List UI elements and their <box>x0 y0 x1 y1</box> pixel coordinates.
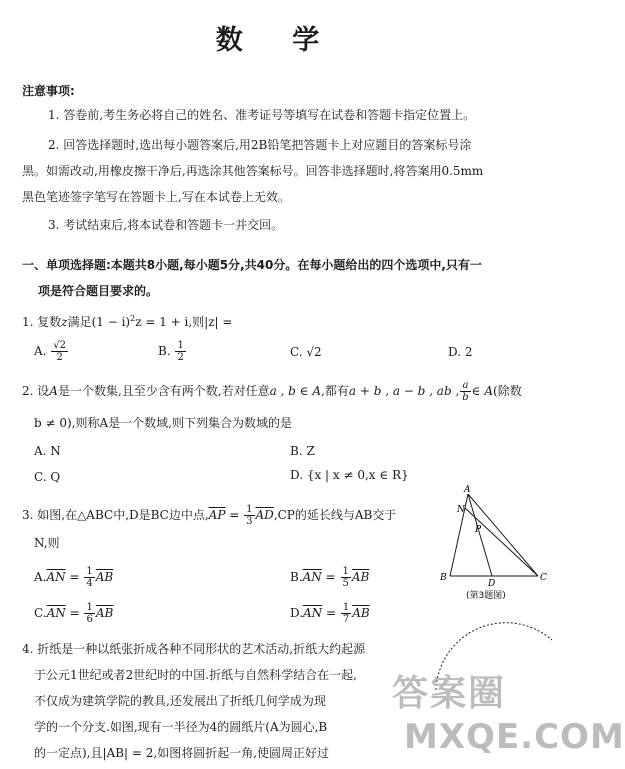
q3-option-b: $B.\overline{AN}$ = $\frac{1}{5}$ $\overline{AB}$ <box>290 566 370 589</box>
notice-item-3: 3. 考试结束后,将本试卷和答题卡一并交回。 <box>48 218 284 232</box>
q4-line1: 4. 折纸是一种以纸张折成各种不同形状的艺术活动,折纸大约起源 <box>22 642 366 656</box>
line-cn <box>465 508 538 576</box>
q4-line2: 于公元1世纪或者2世纪时的中国.折纸与自然科学结合在一起, <box>34 668 357 682</box>
label-n: N <box>457 505 465 515</box>
notice-item-1: 1. 答卷前,考生务必将自己的姓名、准考证号等填写在试卷和答题卡指定位置上。 <box>48 108 476 122</box>
notice-item-2-cont2: 黑色笔迹签字笔写在答题卡上,写在本试卷上无效。 <box>22 190 290 204</box>
q1-option-c: C. √2 <box>290 345 322 359</box>
q1-stem: 1. 复数z满足$(1 - i)^2z = 1 + i$,则|z| = <box>22 314 233 329</box>
q4-line3: 不仅成为建筑学院的教具,还发展出了折纸几何学成为现 <box>34 694 326 708</box>
q2-option-b: B. Z <box>290 444 315 458</box>
q2-stem-line2: b ≠ 0),则称A是一个数域,则下列集合为数域的是 <box>34 416 292 430</box>
label-b: B <box>440 573 447 583</box>
q2-option-c: C. Q <box>34 470 61 484</box>
median-ad <box>468 494 492 576</box>
q3-option-d: $D.\overline{AN}$ = $\frac{1}{7}$ $\overline{AB}$ <box>290 602 370 625</box>
notice-heading: 注意事项: <box>22 84 75 98</box>
q1-option-a: A. $\frac{√2}{2}$ <box>34 340 67 363</box>
notice-item-2: 2. 回答选择题时,选出每小题答案后,用2B铅笔把答题卡上对应题目的答案标号涂 <box>48 138 472 152</box>
q2-option-a: A. N <box>34 444 61 458</box>
fig-caption: (第3题图) <box>466 591 506 601</box>
watermark <box>392 665 625 765</box>
q1-option-d: D. 2 <box>448 345 473 359</box>
q3-triangle-figure <box>430 486 550 604</box>
q3-option-a: $A.\overline{AN}$ = $\frac{1}{4}$ $\overline{AB}$ <box>34 566 114 589</box>
q1-option-b: B. $\frac{1}{2}$ <box>158 340 184 363</box>
label-a: A <box>464 485 471 495</box>
notice-item-2-cont: 黑。如需改动,用橡皮擦干净后,再选涂其他答案标号。回答非选择题时,将答案用0.5mm <box>22 164 484 178</box>
watermark-logo-text: 答案圈 <box>392 673 507 714</box>
q3-stem-line1: 3. 如图,在△ABC中,D是BC边中点$,\overline{AP}$ = $\frac{1}{3}$ $\overline{AD},CP$的延长线与AB交于 <box>22 504 397 527</box>
label-c: C <box>540 573 547 583</box>
watermark-url: MXQE.COM <box>404 717 625 757</box>
page-title: 数 学 <box>215 25 340 56</box>
q4-line5: 的一定点),且|AB| = 2,如图将圆折起一角,使圆周正好过 <box>34 746 330 760</box>
edge-ac <box>468 494 538 576</box>
label-p: P <box>475 525 482 535</box>
q3-stem-line2: N,则 <box>34 536 60 550</box>
section-heading-line2: 项是符合题目要求的。 <box>38 284 159 298</box>
q3-option-c: $C.\overline{AN}$ = $\frac{1}{6}$ $\overline{AB}$ <box>34 602 114 625</box>
q2-stem-line1: 2. 设A是一个数集,且至少含有两个数,若对任意a , b ∈ A,都有a + b , a − b , ab , $\frac{a}{b}$ ∈ A(除数 <box>22 380 522 403</box>
q2-option-d: D. {x | x ≠ 0,x ∈ R} <box>290 468 409 482</box>
q4-line4: 学的一个分支.如图,现有一半径为4的圆纸片(A为圆心,B <box>34 720 328 734</box>
label-d: D <box>488 579 496 589</box>
section-heading-line1: 一、单项选择题:本题共8小题,每小题5分,共40分。在每小题给出的四个选项中,只有一 <box>22 258 482 272</box>
